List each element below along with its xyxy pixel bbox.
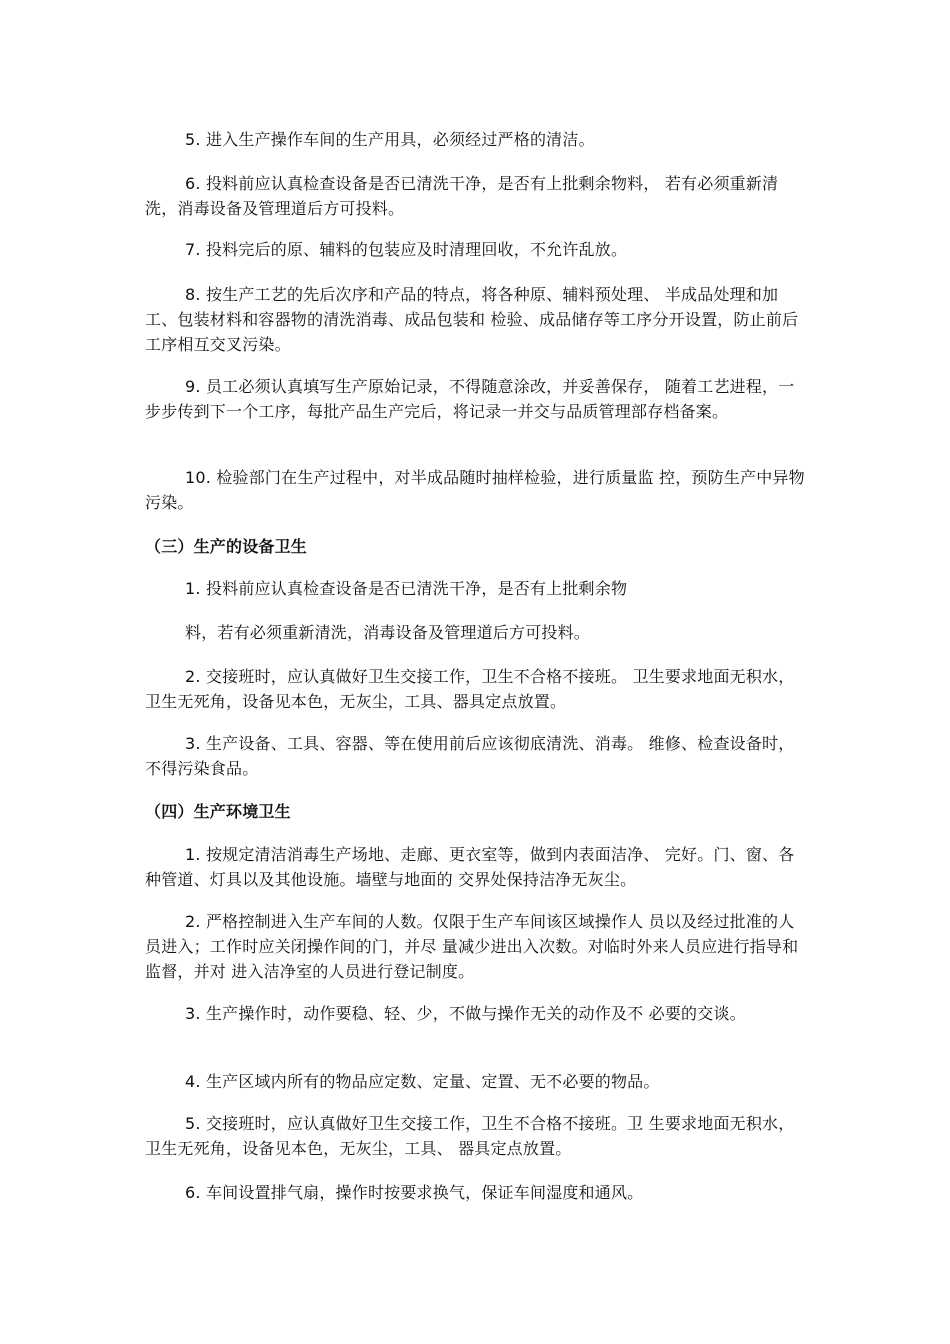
- paragraph-item-10: 10. 检验部门在生产过程中，对半成品随时抽样检验，进行质量监 控，预防生产中异物污染。: [145, 468, 805, 512]
- section4-paragraph-1: 1. 按规定清洁消毒生产场地、走廊、更衣室等，做到内表面洁净、 完好。门、窗、各种管道、灯具以及其他设施。墙壁与地面的 交界处保持洁净无灰尘。: [145, 845, 795, 889]
- section3-paragraph-1a: 1. 投料前应认真检查设备是否已清洗干净，是否有上批剩余物: [185, 579, 628, 598]
- section-heading-environment-hygiene: （四）生产环境卫生: [145, 802, 291, 821]
- section4-paragraph-6: 6. 车间设置排气扇，操作时按要求换气，保证车间湿度和通风。: [185, 1183, 644, 1202]
- section3-paragraph-3: 3. 生产设备、工具、容器、等在使用前后应该彻底清洗、消毒。 维修、检查设备时，不得污染食品。: [145, 734, 795, 778]
- section3-paragraph-1b: 料，若有必须重新清洗，消毒设备及管理道后方可投料。: [185, 623, 591, 642]
- section4-paragraph-5: 5. 交接班时，应认真做好卫生交接工作，卫生不合格不接班。卫 生要求地面无积水，卫生无死角，设备见本色，无灰尘，工具、 器具定点放置。: [145, 1114, 795, 1158]
- paragraph-item-7: 7. 投料完后的原、辅料的包装应及时清理回收，不允许乱放。: [185, 240, 628, 259]
- paragraph-item-5: 5. 进入生产操作车间的生产用具，必须经过严格的清洁。: [185, 130, 595, 149]
- section4-paragraph-3: 3. 生产操作时，动作要稳、轻、少，不做与操作无关的动作及不 必要的交谈。: [185, 1004, 746, 1023]
- section4-paragraph-2: 2. 严格控制进入生产车间的人数。仅限于生产车间该区域操作人 员以及经过批准的人员进入；工作时应关闭操作间的门，并尽 量减少进出入次数。对临时外来人员应进行指导和监督，并对 进入洁净室的人员进行登记制度。: [145, 912, 799, 981]
- section-heading-equipment-hygiene: （三）生产的设备卫生: [145, 537, 308, 556]
- paragraph-item-9: 9. 员工必须认真填写生产原始记录，不得随意涂改，并妥善保存， 随着工艺进程，一步步传到下一个工序，每批产品生产完后，将记录一并交与品质管理部存档备案。: [145, 377, 795, 421]
- section3-paragraph-2: 2. 交接班时，应认真做好卫生交接工作，卫生不合格不接班。 卫生要求地面无积水，卫生无死角，设备见本色，无灰尘，工具、器具定点放置。: [145, 667, 795, 711]
- paragraph-item-8: 8. 按生产工艺的先后次序和产品的特点，将各种原、辅料预处理、 半成品处理和加工、包装材料和容器物的清洗消毒、成品包装和 检验、成品储存等工序分开设置，防止前后工序相互交叉污染。: [145, 285, 799, 354]
- paragraph-item-6: 6. 投料前应认真检查设备是否已清洗干净，是否有上批剩余物料， 若有必须重新清洗，消毒设备及管理道后方可投料。: [145, 174, 779, 218]
- section4-paragraph-4: 4. 生产区域内所有的物品应定数、定量、定置、无不必要的物品。: [185, 1072, 660, 1091]
